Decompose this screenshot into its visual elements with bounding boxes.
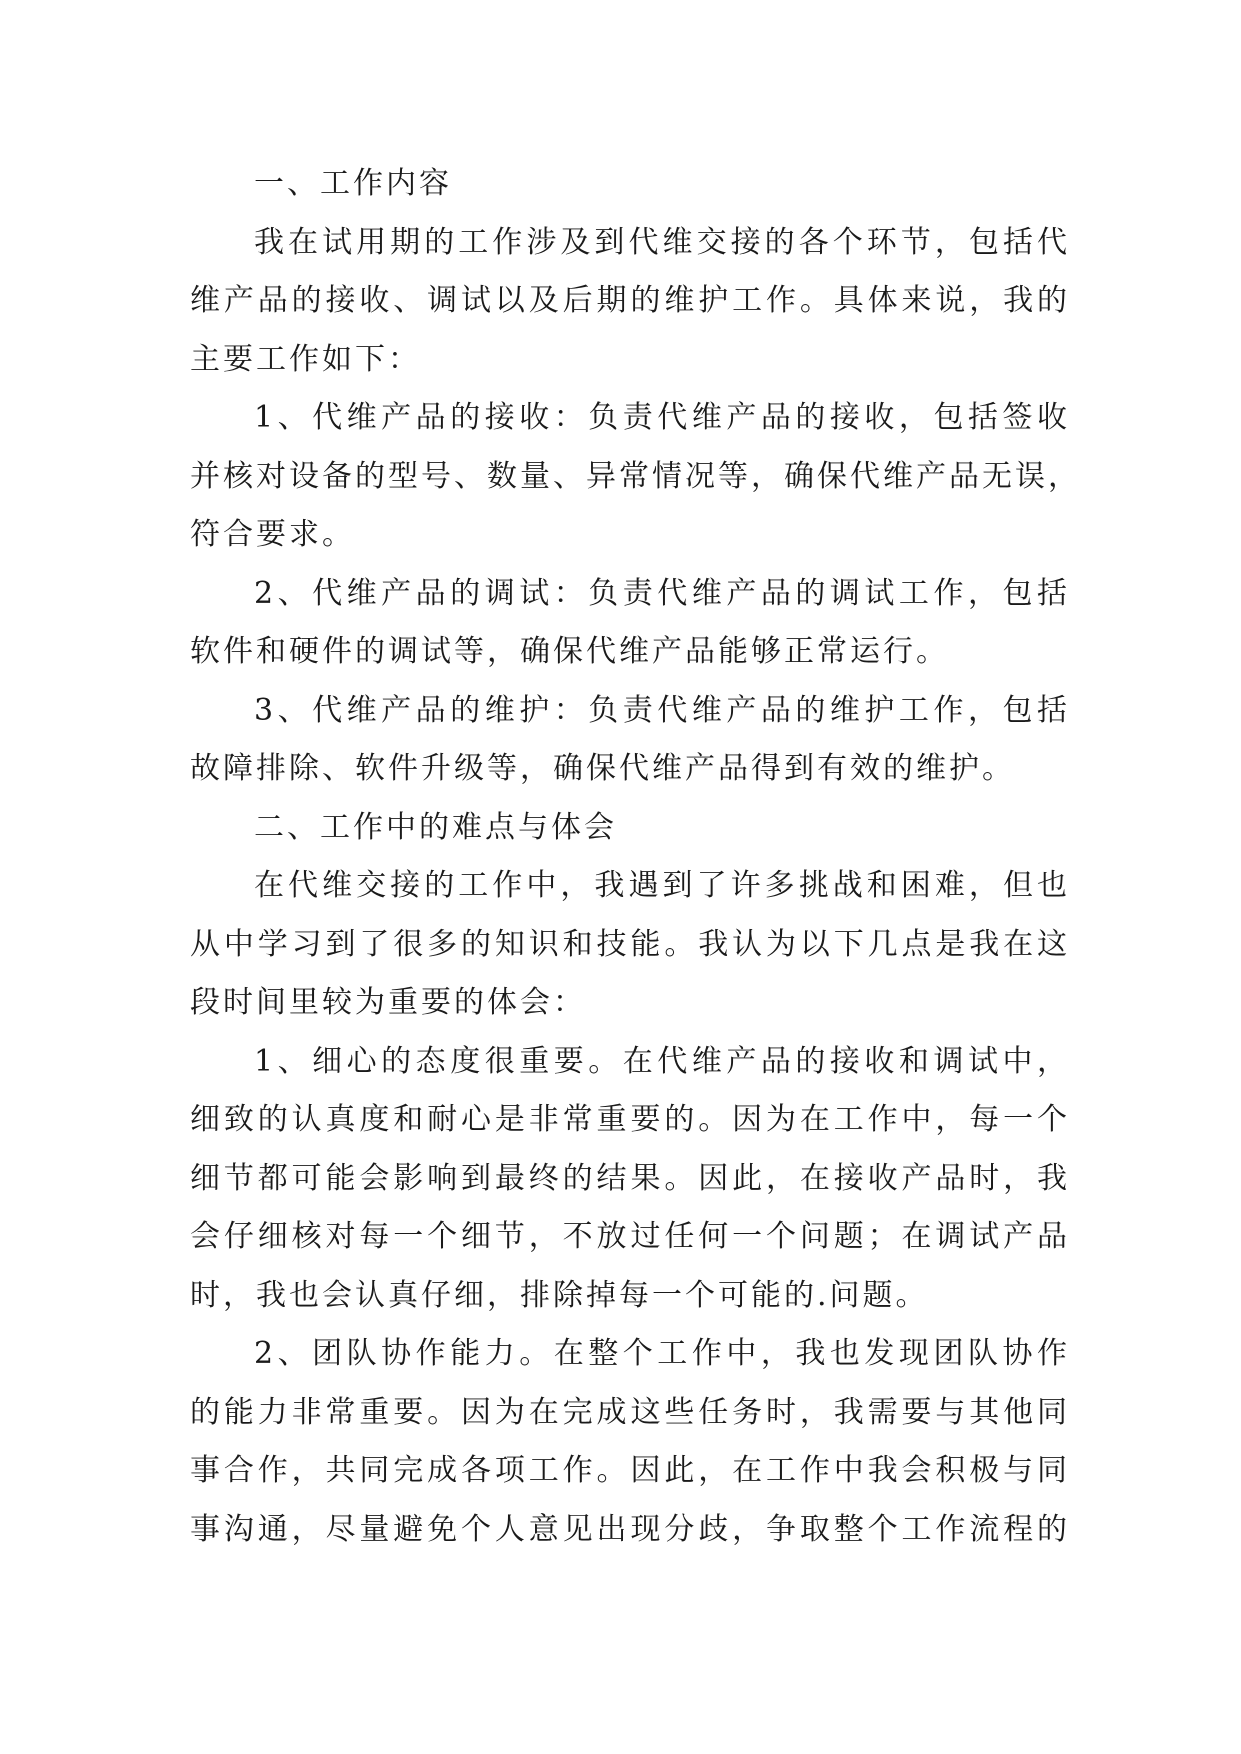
- text-line: 的能力非常重要。因为在完成这些任务时，我需要与其他同: [190, 1394, 1070, 1430]
- text-line: 2、团队协作能力。在整个工作中，我也发现团队协作: [254, 1336, 1070, 1371]
- text-line: 时，我也会认真仔细，排除掉每一个可能的.问题。: [190, 1277, 929, 1313]
- text-line: 3、代维产品的维护：负责代维产品的维护工作，包括: [254, 692, 1070, 728]
- document-page: [190, 155, 1081, 1559]
- text-line: 在代维交接的工作中，我遇到了许多挑战和困难，但也: [254, 868, 1070, 903]
- text-line: 我在试用期的工作涉及到代维交接的各个环节，包括代: [254, 224, 1070, 260]
- text-line: 事合作，共同完成各项工作。因此，在工作中我会积极与同: [190, 1453, 1070, 1488]
- text-line: 并核对设备的型号、数量、异常情况等，确保代维产品无误，: [190, 458, 1081, 494]
- text-line: 二、工作中的难点与体会: [254, 809, 617, 845]
- text-line: 符合要求。: [190, 517, 355, 552]
- text-line: 事沟通，尽量避免个人意见出现分歧，争取整个工作流程的: [190, 1511, 1070, 1547]
- text-line: 1、细心的态度很重要。在代维产品的接收和调试中，: [254, 1043, 1070, 1079]
- text-line: 2、代维产品的调试：负责代维产品的调试工作，包括: [254, 575, 1070, 611]
- document-body: [190, 155, 1081, 1559]
- text-line: 细节都可能会影响到最终的结果。因此，在接收产品时，我: [190, 1160, 1070, 1196]
- text-line: 软件和硬件的调试等，确保代维产品能够正常运行。: [190, 634, 949, 669]
- text-line: 会仔细核对每一个细节，不放过任何一个问题；在调试产品: [190, 1219, 1070, 1254]
- text-line: 细致的认真度和耐心是非常重要的。因为在工作中，每一个: [190, 1102, 1070, 1137]
- text-line: 从中学习到了很多的知识和技能。我认为以下几点是我在这: [190, 926, 1070, 962]
- text-line: 主要工作如下：: [190, 341, 421, 377]
- text-line: 1、代维产品的接收：负责代维产品的接收，包括签收: [254, 400, 1070, 435]
- text-line: 维产品的接收、调试以及后期的维护工作。具体来说，我的: [190, 283, 1070, 318]
- text-line: 故障排除、软件升级等，确保代维产品得到有效的维护。: [190, 751, 1015, 786]
- text-line: 段时间里较为重要的体会：: [190, 985, 586, 1020]
- text-line: 一、工作内容: [254, 166, 452, 201]
